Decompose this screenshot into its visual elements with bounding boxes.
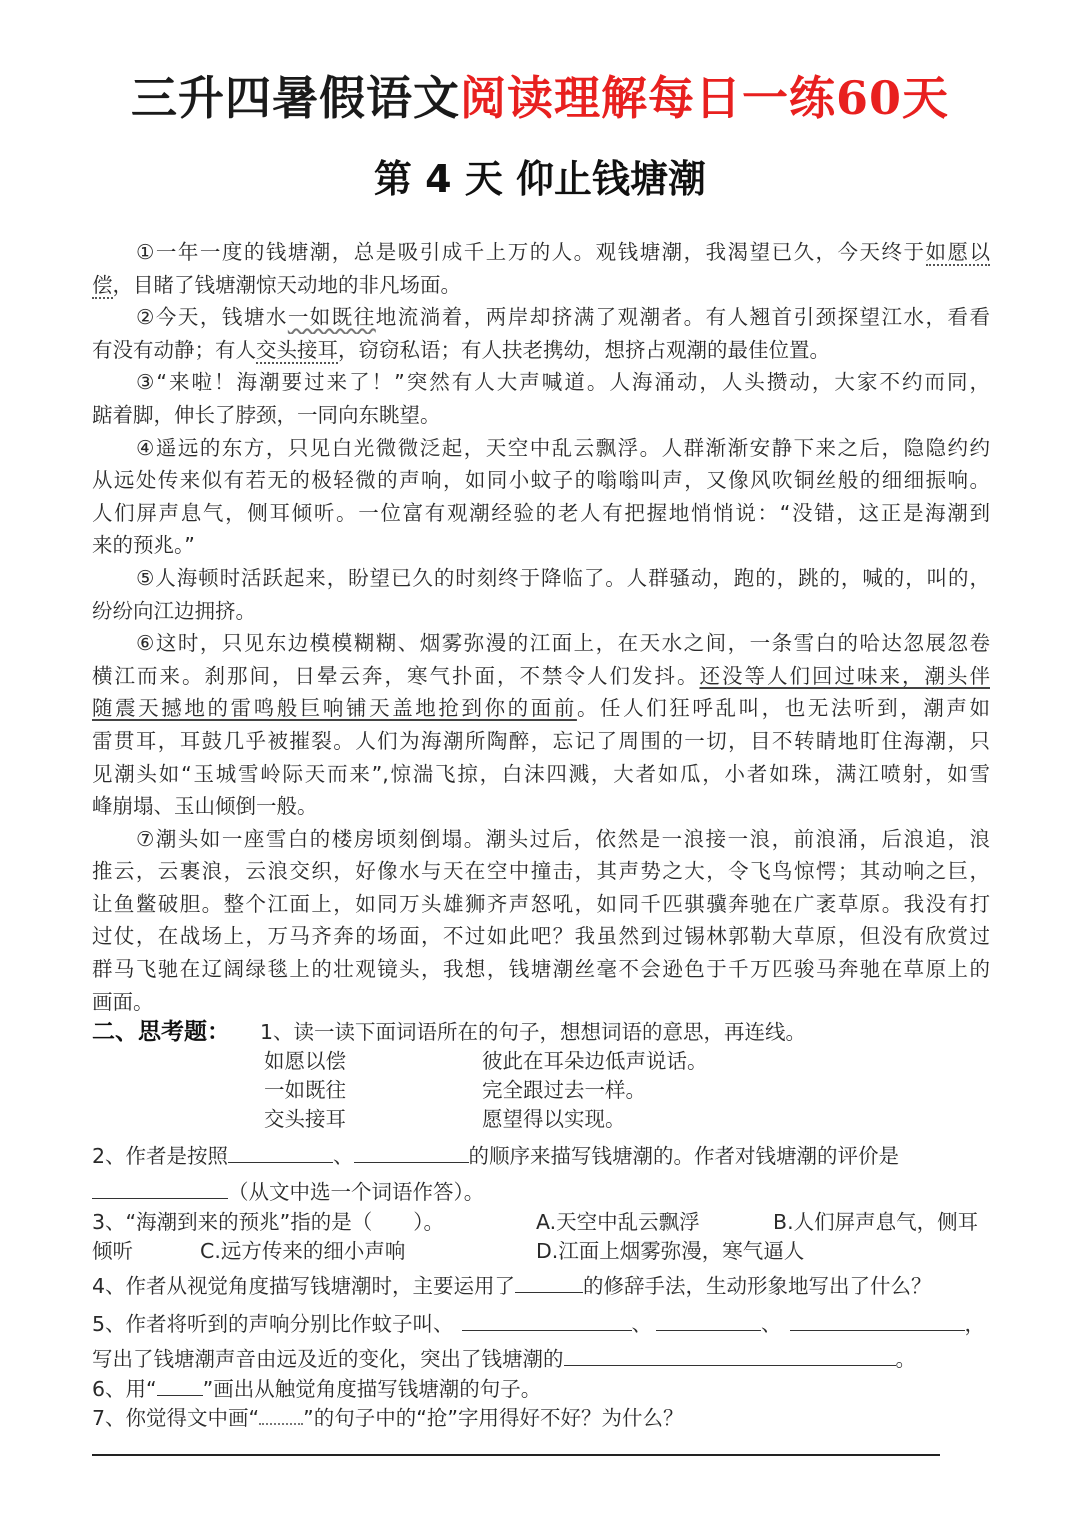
answer-blank[interactable] bbox=[515, 1272, 583, 1293]
marked-phrase: 偿 bbox=[92, 272, 113, 297]
question-4-text: 的修辞手法，生动形象地写出了什么？ bbox=[583, 1274, 932, 1298]
wavy-underline-sample bbox=[259, 1403, 303, 1425]
answer-blank[interactable] bbox=[790, 1310, 965, 1331]
passage-text: 从远处传来似有若无的极轻微的声响，如同小蚊子的嗡嗡叫声，又像风吹铜丝般的细细振响。 bbox=[92, 468, 990, 493]
option-c[interactable]: C.远方传来的细小声响 bbox=[200, 1239, 406, 1263]
passage-line bbox=[92, 432, 990, 465]
passage-text: ⑤人海顿时活跃起来，盼望已久的时刻终于降临了。人群骚动，跑的，跳的，喊的，叫的， bbox=[136, 565, 990, 590]
question-6-text: 6、用“ bbox=[92, 1377, 157, 1401]
question-5-text: 写出了钱塘潮声音由远及近的变化，突出了钱塘潮的 bbox=[92, 1347, 564, 1371]
passage-line bbox=[92, 986, 990, 1019]
passage-text: 过仗，在战场上，万马齐奔的场面，不过如此吧？我虽然到过锡林郭勒大草原，但没有欣赏过 bbox=[92, 924, 990, 949]
answer-blank[interactable] bbox=[228, 1142, 333, 1163]
question-5-cont bbox=[92, 1344, 916, 1374]
question-3-text: 3、“海潮到来的预兆”指的是（ ）。 bbox=[92, 1210, 445, 1234]
passage-text: ①一年一度的钱塘潮，总是吸引成千上万的人。观钱塘潮，我渴望已久，今天终于 bbox=[136, 240, 926, 264]
passage-line bbox=[92, 464, 990, 497]
match-word[interactable]: 如愿以偿 bbox=[264, 1049, 346, 1073]
passage-text: 让鱼鳖破胆。整个江面上，如同万头雄狮齐声怒吼，如同千匹骐骥奔驰在广袤草原。我没有打 bbox=[92, 891, 990, 916]
question-5-text: 5、作者将听到的声响分别比作蚊子叫、 bbox=[92, 1312, 454, 1336]
match-word[interactable]: 交头接耳 bbox=[264, 1107, 346, 1131]
passage-line bbox=[92, 790, 990, 823]
marked-phrase: 随震天撼地的雷鸣般巨响铺天盖地抢到你的面前 bbox=[92, 696, 577, 721]
passage-text: 来的预兆。” bbox=[92, 533, 195, 558]
title-black-part: 三升四暑假语文 bbox=[130, 71, 460, 125]
passage-text: 纷纷向江边拥挤。 bbox=[92, 598, 256, 623]
passage-line bbox=[92, 497, 990, 530]
passage-text: 横江而来。刹那间，日晕云奔，寒气扑面，不禁令人们发抖。 bbox=[92, 663, 700, 688]
separator: ， bbox=[964, 1312, 986, 1336]
match-meaning[interactable]: 愿望得以实现。 bbox=[482, 1107, 626, 1131]
question-6 bbox=[92, 1374, 541, 1404]
passage-text: ③“来啦！海潮要过来了！”突然有人大声喊道。人海涌动，人头攒动，大家不约而同， bbox=[136, 370, 990, 395]
document-title bbox=[0, 62, 1080, 128]
separator: 、 bbox=[631, 1312, 653, 1336]
reading-passage bbox=[92, 236, 990, 1018]
separator: 、 bbox=[761, 1312, 782, 1336]
question-7-text: ”的句子中的“抢”字用得好不好？为什么？ bbox=[303, 1406, 684, 1430]
passage-line bbox=[92, 692, 990, 725]
question-5 bbox=[92, 1309, 985, 1339]
passage-line bbox=[92, 562, 990, 595]
answer-blank[interactable] bbox=[92, 1178, 228, 1199]
option-d[interactable]: D.江面上烟雾弥漫，寒气逼人 bbox=[536, 1239, 805, 1263]
passage-text: 地流淌着，两岸却挤满了观潮者。有人翘首引颈探望江水，看看 bbox=[375, 305, 990, 330]
passage-line bbox=[92, 953, 990, 986]
answer-blank[interactable] bbox=[656, 1310, 761, 1331]
passage-text: 见潮头如“玉城雪岭际天而来”,惊湍飞掠，白沫四溅，大者如瓜，小者如珠，满江喷射，如雪 bbox=[92, 761, 990, 786]
passage-line bbox=[92, 920, 990, 953]
answer-blank[interactable] bbox=[564, 1345, 896, 1366]
question-2-text: （从文中选一个词语作答）。 bbox=[228, 1180, 485, 1204]
passage-text: 画面。 bbox=[92, 989, 154, 1014]
passage-line bbox=[92, 855, 990, 888]
passage-text: 峰崩塌、玉山倾倒一般。 bbox=[92, 794, 318, 819]
answer-blank[interactable] bbox=[354, 1142, 469, 1163]
passage-text: ，窃窃私语；有人扶老携幼，想挤占观潮的最佳位置。 bbox=[338, 337, 830, 362]
passage-text: 。任人们狂呼乱叫，也无法听到，潮声如 bbox=[576, 696, 990, 721]
question-3 bbox=[92, 1207, 444, 1237]
question-2-cont bbox=[92, 1177, 484, 1207]
passage-line bbox=[92, 888, 990, 921]
passage-text: ④遥远的东方，只见白光微微泛起，天空中乱云飘浮。人群渐渐安静下来之后，隐隐约约 bbox=[136, 435, 990, 460]
question-1 bbox=[92, 1017, 806, 1047]
passage-text: 推云，云裹浪，云浪交织，好像水与天在空中撞击，其声势之大，令飞鸟惊愕；其动响之巨， bbox=[92, 859, 990, 884]
passage-text: ⑥这时，只见东边模模糊糊、烟雾弥漫的江面上，在天水之间，一条雪白的哈达忽展忽卷 bbox=[136, 631, 990, 656]
passage-text: ⑦潮头如一座雪白的楼房顷刻倒塌。潮头过后，依然是一浪接一浪，前浪涌，后浪追，浪 bbox=[136, 826, 990, 851]
question-7 bbox=[92, 1403, 684, 1433]
marked-phrase: 还没等人们回过味来，潮头伴 bbox=[699, 663, 990, 688]
passage-line bbox=[92, 823, 990, 856]
question-4-text: 4、作者从视觉角度描写钱塘潮时，主要运用了 bbox=[92, 1274, 516, 1298]
passage-line bbox=[92, 236, 990, 269]
separator: 、 bbox=[333, 1144, 354, 1168]
marked-phrase: 如愿以 bbox=[925, 240, 990, 264]
passage-line bbox=[92, 399, 990, 432]
passage-text: 雷贯耳，耳鼓几乎被摧裂。人们为海潮所陶醉，忘记了周围的一切，目不转睛地盯住海潮，只 bbox=[92, 728, 990, 753]
passage-text: 人们屏声息气，侧耳倾听。一位富有观潮经验的老人有把握地悄悄说：“没错，这正是海潮到 bbox=[92, 500, 990, 525]
option-a[interactable]: A.天空中乱云飘浮 bbox=[536, 1210, 700, 1234]
option-b-cont[interactable]: 倾听 bbox=[92, 1239, 133, 1263]
passage-line bbox=[92, 366, 990, 399]
marked-phrase: 一如既往 bbox=[287, 305, 376, 330]
passage-line bbox=[92, 334, 990, 367]
passage-text: 群马飞驰在辽阔绿毯上的壮观镜头，我想，钱塘潮丝毫不会逊色于千万匹骏马奔驰在草原上的 bbox=[92, 957, 990, 982]
match-word[interactable]: 一如既往 bbox=[264, 1078, 346, 1102]
answer-line[interactable] bbox=[92, 1454, 940, 1456]
option-b[interactable]: B.人们屏声息气，侧耳 bbox=[773, 1210, 979, 1234]
question-6-text: ”画出从触觉角度描写钱塘潮的句子。 bbox=[202, 1377, 542, 1401]
passage-text: ，目睹了钱塘潮惊天动地的非凡场面。 bbox=[112, 272, 461, 297]
match-meanings bbox=[482, 1047, 708, 1134]
marked-phrase: 交头接耳 bbox=[256, 337, 338, 362]
question-1-text: 1、读一读下面词语所在的句子，想想词语的意思，再连线。 bbox=[260, 1020, 807, 1044]
match-meaning[interactable]: 彼此在耳朵边低声说话。 bbox=[482, 1049, 708, 1073]
passage-text: ②今天，钱塘水 bbox=[136, 305, 288, 330]
passage-line bbox=[92, 529, 990, 562]
answer-blank[interactable] bbox=[462, 1310, 632, 1331]
question-2-text: 的顺序来描写钱塘潮的。作者对钱塘潮的评价是 bbox=[468, 1144, 900, 1168]
lesson-title: 第 4 天 仰止钱塘潮 bbox=[373, 157, 707, 201]
question-7-text: 7、你觉得文中画“ bbox=[92, 1406, 260, 1430]
passage-line bbox=[92, 595, 990, 628]
passage-line bbox=[92, 301, 990, 334]
question-5-text: 。 bbox=[895, 1347, 916, 1371]
question-2 bbox=[92, 1141, 899, 1171]
question-4 bbox=[92, 1271, 932, 1301]
passage-line bbox=[92, 660, 990, 693]
passage-line bbox=[92, 758, 990, 791]
underline-sample bbox=[157, 1375, 203, 1396]
title-red-part: 阅读理解每日一练60天 bbox=[459, 71, 949, 125]
passage-line bbox=[92, 627, 990, 660]
passage-line bbox=[92, 725, 990, 758]
passage-text: 踮着脚，伸长了脖颈，一同向东眺望。 bbox=[92, 402, 441, 427]
passage-line bbox=[92, 269, 990, 302]
question-2-text: 2、作者是按照 bbox=[92, 1144, 229, 1168]
match-words bbox=[264, 1047, 346, 1134]
passage-text: 有没有动静；有人 bbox=[92, 337, 256, 362]
section-heading: 二、思考题： bbox=[92, 1019, 230, 1045]
match-meaning[interactable]: 完全跟过去一样。 bbox=[482, 1078, 646, 1102]
